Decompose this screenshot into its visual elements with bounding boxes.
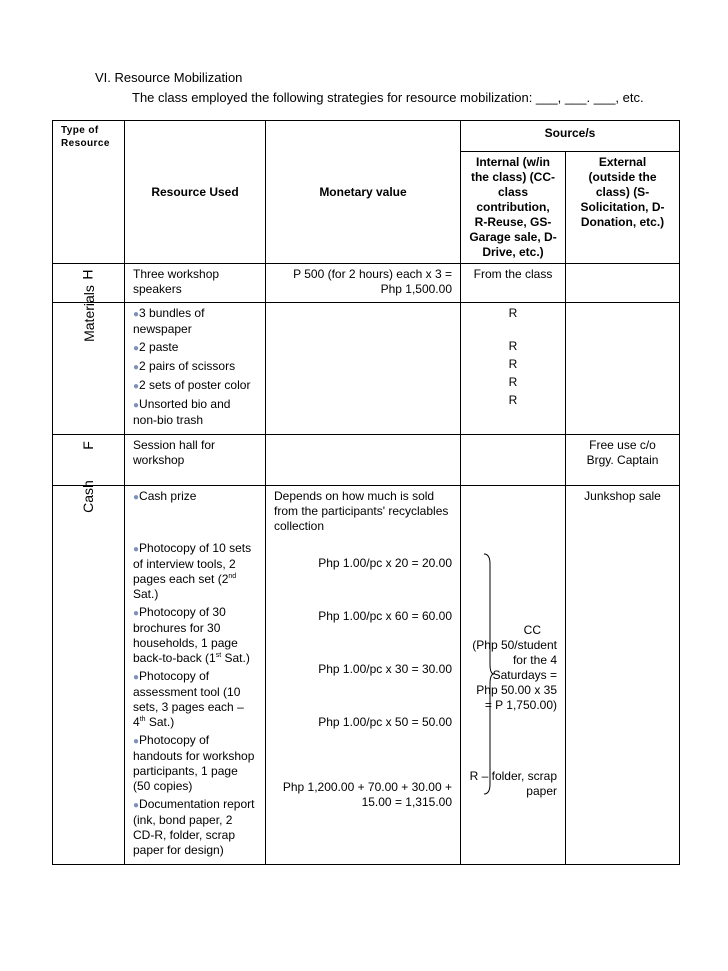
documentation-value: Php 1,200.00 + 70.00 + 30.00 + 15.00 = 1,315.00 xyxy=(282,780,452,809)
resource-mobilization-table xyxy=(52,120,680,865)
bullet-icon: ● xyxy=(133,381,140,392)
section-intro: The class employed the following strategies for resource mobilization: ___, ___. ___, etc. xyxy=(132,90,644,105)
h-resource: Three workshop speakers xyxy=(125,264,266,303)
list-item: ●Photocopy of handouts for workshop participants, 1 page (50 copies) xyxy=(133,733,255,793)
header-row-1 xyxy=(53,121,680,152)
type-label-materials: Materials xyxy=(80,285,97,342)
header-type-of-resource: Type of Resource xyxy=(53,121,125,264)
header-external: External (outside the class) (S-Solicitation, D-Donation, etc.) xyxy=(566,152,680,264)
header-resource-used: Resource Used xyxy=(125,121,266,264)
list-item: ●Cash prize xyxy=(133,489,197,503)
h-external xyxy=(566,264,680,303)
bullet-icon: ● xyxy=(133,400,140,411)
f-internal xyxy=(461,435,566,486)
list-item: ●Photocopy of assessment tool (10 sets, 3 pages each – 4th Sat.) xyxy=(133,669,244,729)
bullet-icon: ● xyxy=(133,800,140,811)
list-item: ●Unsorted bio and non-bio trash xyxy=(133,397,231,427)
cc-label: CC xyxy=(523,623,541,637)
list-item: ●Documentation report (ink, bond paper, 2 CD-R, folder, scrap paper for design) xyxy=(133,797,255,857)
section-heading: VI. Resource Mobilization xyxy=(95,70,243,85)
h-value: P 500 (for 2 hours) each x 3 = Php 1,500.00 xyxy=(266,264,461,303)
type-label-cash: Cash xyxy=(80,480,96,513)
f-external: Free use c/o Brgy. Captain xyxy=(566,435,680,486)
row-f xyxy=(53,435,680,486)
header-internal: Internal (w/in the class) (CC-class contribution, R-Reuse, GS-Garage sale, D-Drive, etc.) xyxy=(461,152,566,264)
f-resource: Session hall for workshop xyxy=(125,435,266,486)
header-sources: Source/s xyxy=(461,121,680,152)
photocopy-3-value: Php 1.00/pc x 30 = 30.00 xyxy=(318,662,452,676)
cash-prize-value: Depends on how much is sold from the participants' recyclables collection xyxy=(274,489,449,533)
cash-list xyxy=(133,489,257,858)
bullet-icon: ● xyxy=(133,608,140,619)
type-label-h: H xyxy=(80,269,96,280)
list-item: ●2 pairs of scissors xyxy=(133,359,236,373)
header-monetary-value: Monetary value xyxy=(266,121,461,264)
bullet-icon: ● xyxy=(133,309,140,320)
type-label-f: F xyxy=(80,441,96,450)
list-item: ●Photocopy of 30 brochures for 30 households, 1 page back-to-back (1st Sat.) xyxy=(133,605,250,665)
cash-prize-external: Junkshop sale xyxy=(566,486,680,865)
bullet-icon: ● xyxy=(133,362,140,373)
row-cash xyxy=(53,486,680,865)
materials-list xyxy=(133,306,257,428)
list-item: ●2 paste xyxy=(133,340,179,354)
list-item: ●2 sets of poster color xyxy=(133,378,251,392)
curly-brace-icon xyxy=(481,552,495,796)
photocopy-2-value: Php 1.00/pc x 60 = 60.00 xyxy=(318,609,452,623)
cc-detail: (Php 50/student for the 4 Saturdays = Php 50.00 x 35 = P 1,750.00) xyxy=(472,638,557,712)
photocopy-1-value: Php 1.00/pc x 20 = 20.00 xyxy=(318,556,452,570)
bullet-icon: ● xyxy=(133,736,140,747)
bullet-icon: ● xyxy=(133,544,140,555)
photocopy-4-value: Php 1.00/pc x 50 = 50.00 xyxy=(318,715,452,729)
bullet-icon: ● xyxy=(133,492,140,503)
row-h xyxy=(53,264,680,303)
materials-internal: R R R R R xyxy=(461,303,566,435)
f-value xyxy=(266,435,461,486)
list-item: ●3 bundles of newspaper xyxy=(133,306,205,336)
bullet-icon: ● xyxy=(133,672,140,683)
list-item: ●Photocopy of 10 sets of interview tools, 2 pages each set (2nd Sat.) xyxy=(133,541,252,601)
row-materials xyxy=(53,303,680,435)
r-note: R – folder, scrap paper xyxy=(469,769,557,798)
bullet-icon: ● xyxy=(133,343,140,354)
h-internal: From the class xyxy=(461,264,566,303)
